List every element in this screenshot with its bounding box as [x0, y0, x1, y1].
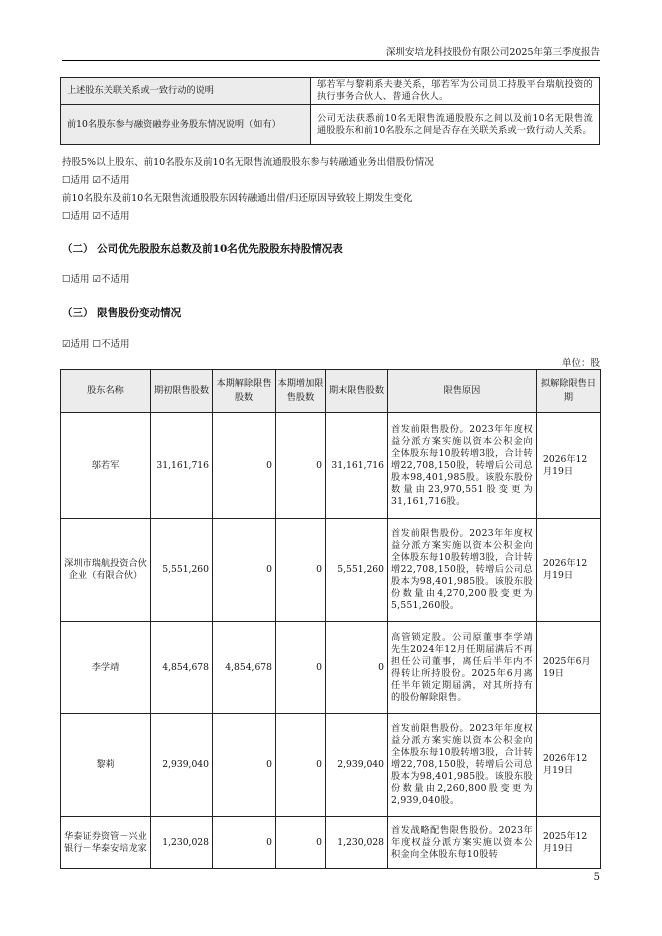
- restriction-reason: 首发前限售股份。2023年年度权益分派方案实施以资本公积金向全体股东每10股转增3股，合计转增22,708,150股，转增后公司总股本为98,401,985股。该股东股份数量由2,260,800股变更为2,939,040股。: [388, 714, 537, 817]
- release-date: 2025年6月19日: [537, 622, 601, 714]
- released-restricted: 4,854,678: [213, 622, 276, 714]
- applicability-options: ☑适用 ☐不适用: [62, 339, 130, 350]
- row-value: 公司无法获悉前10名无限售流通股股东之间以及前10名无限售流通股股东和前10名股东之间是否存在关联关系或一致行动人关系。: [311, 105, 600, 145]
- closing-restricted: 31,161,716: [326, 413, 388, 519]
- opening-restricted: 5,551,260: [151, 519, 213, 622]
- section-heading: （二） 公司优先股股东总数及前10名优先股股东持股情况表: [62, 243, 343, 255]
- closing-restricted: 1,230,028: [326, 817, 388, 869]
- released-restricted: 0: [213, 413, 276, 519]
- closing-restricted: 2,939,040: [326, 714, 388, 817]
- closing-restricted: 5,551,260: [326, 519, 388, 622]
- table-row: [61, 714, 601, 817]
- page-number: 5: [593, 872, 600, 883]
- released-restricted: 0: [213, 714, 276, 817]
- release-date: 2026年12月19日: [537, 413, 601, 519]
- column-header: 限售原因: [388, 370, 537, 413]
- holder-name: 黎莉: [61, 714, 151, 817]
- column-header: 本期增加限售股数: [276, 370, 326, 413]
- release-date: 2026年12月19日: [537, 714, 601, 817]
- column-header: 期初限售股数: [151, 370, 213, 413]
- applicability-options: ☐适用 ☑不适用: [62, 211, 130, 222]
- shareholder-relation-table: [60, 77, 600, 145]
- holder-name: 深圳市瑞航投资合伙企业（有限合伙）: [61, 519, 151, 622]
- row-label: 上述股东关联关系或一致行动的说明: [61, 78, 311, 105]
- restricted-shares-table: [60, 369, 601, 869]
- opening-restricted: 4,854,678: [151, 622, 213, 714]
- page-header: 深圳安培龙科技股份有限公司2025年第三季度报告: [385, 47, 600, 58]
- release-date: 2026年12月19日: [537, 519, 601, 622]
- applicability-options: ☐适用 ☑不适用: [62, 274, 130, 285]
- row-label: 前10名股东参与融资融券业务股东情况说明（如有）: [61, 105, 311, 145]
- opening-restricted: 1,230,028: [151, 817, 213, 869]
- table-row: [61, 78, 600, 105]
- restriction-reason: 首发战略配售限售股份。2023年年度权益分派方案实施以资本公积金向全体股东每10股转: [388, 817, 537, 869]
- note-text: 持股5%以上股东、前10名股东及前10名无限售流通股股东参与转融通业务出借股份情况: [62, 157, 434, 168]
- column-header: 本期解除限售股数: [213, 370, 276, 413]
- row-value: 邬若军与黎莉系夫妻关系，邬若军为公司员工持股平台瑞航投资的执行事务合伙人、普通合伙人。: [311, 78, 600, 105]
- table-row: [61, 817, 601, 869]
- opening-restricted: 2,939,040: [151, 714, 213, 817]
- added-restricted: 0: [276, 519, 326, 622]
- applicability-options: ☐适用 ☑不适用: [62, 175, 130, 186]
- holder-name: 李学靖: [61, 622, 151, 714]
- opening-restricted: 31,161,716: [151, 413, 213, 519]
- added-restricted: 0: [276, 413, 326, 519]
- restriction-reason: 首发前限售股份。2023年年度权益分派方案实施以资本公积金向全体股东每10股转增3股，合计转增22,708,150股，转增后公司总股本为98,401,985股。该股东股份数量由4,270,200股变更为5,551,260股。: [388, 519, 537, 622]
- table-row: [61, 413, 601, 519]
- added-restricted: 0: [276, 714, 326, 817]
- holder-name: 邬若军: [61, 413, 151, 519]
- added-restricted: 0: [276, 622, 326, 714]
- released-restricted: 0: [213, 519, 276, 622]
- table-row: [61, 105, 600, 145]
- closing-restricted: 0: [326, 622, 388, 714]
- column-header: 期末限售股数: [326, 370, 388, 413]
- header-divider: [62, 60, 600, 61]
- holder-name: 华泰证券资管－兴业银行－华泰安培龙家: [61, 817, 151, 869]
- table-row: [61, 622, 601, 714]
- column-header: 股东名称: [61, 370, 151, 413]
- restriction-reason: 首发前限售股份。2023年年度权益分派方案实施以资本公积金向全体股东每10股转增3股，合计转增22,708,150股，转增后公司总股本98,401,985股。该股东股份数量由23,970,551股变更为31,161,716股。: [388, 413, 537, 519]
- added-restricted: 0: [276, 817, 326, 869]
- restriction-reason: 高管锁定股。公司原董事李学靖先生2024年12月任期届满后不再担任公司董事，离任后半年内不得转让所持股份。2025年6月离任半年锁定期届满，对其所持有的股份解除限售。: [388, 622, 537, 714]
- release-date: 2025年12月19日: [537, 817, 601, 869]
- table-header-row: [61, 370, 601, 413]
- column-header: 拟解除限售日期: [537, 370, 601, 413]
- section-heading: （三） 限售股份变动情况: [62, 307, 182, 319]
- table-row: [61, 519, 601, 622]
- note-text: 前10名股东及前10名无限售流通股股东因转融通出借/归还原因导致较上期发生变化: [62, 193, 413, 204]
- released-restricted: 0: [213, 817, 276, 869]
- unit-label: 单位：股: [561, 358, 600, 369]
